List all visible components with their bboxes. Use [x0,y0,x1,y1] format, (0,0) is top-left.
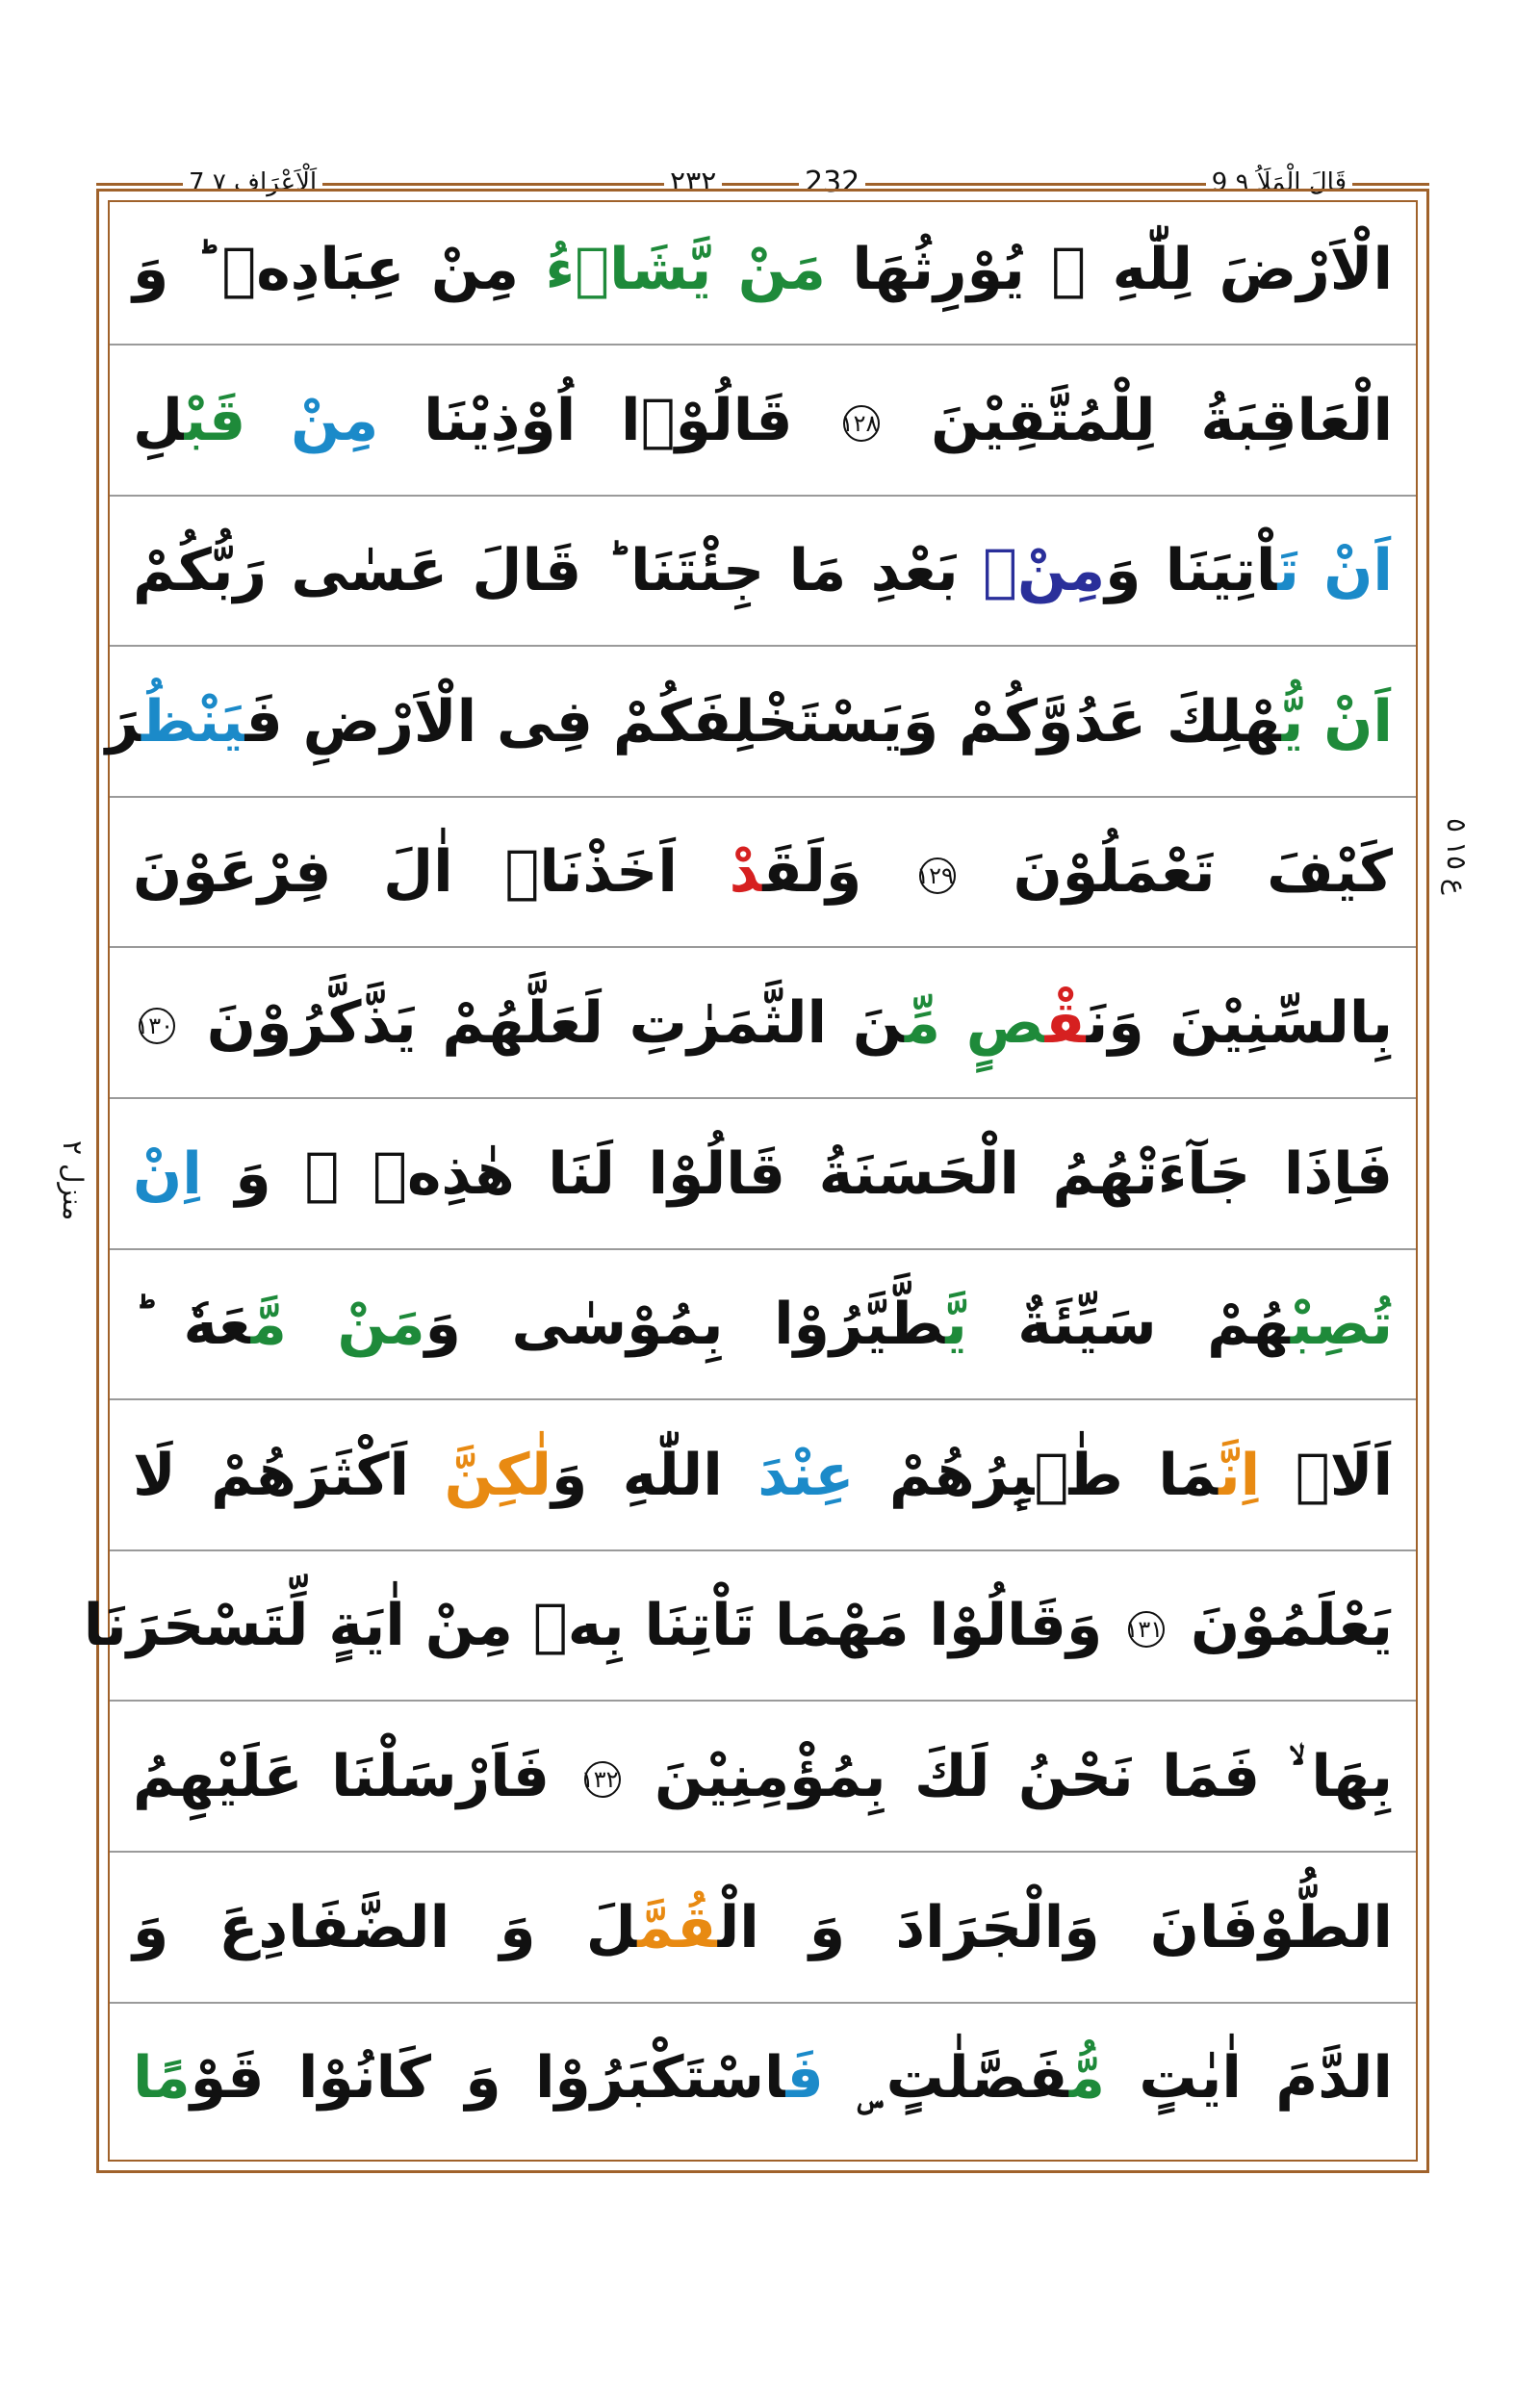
verse-text-segment: عِنْدَ [757,1441,855,1509]
verse-text-segment: بِهَا ۙ فَمَا نَحْنُ لَكَ بِمُؤْمِنِيْنَ [626,1743,1393,1810]
text-line [110,956,1416,1099]
verse-text-segment: مَنْ مَّ [250,1291,425,1359]
verse-text-segment: كَيْفَ تَعْمَلُوْنَ [961,838,1394,907]
verse-text-segment: اِنْ [133,1139,202,1208]
verse-text-segment: نَ الثَّمَرٰتِ لَعَلَّهُمْ يَذَّكَّرُوْنَ [181,989,905,1057]
verse-text-segment: عَهٗ ؕ [133,1291,251,1359]
verse-text-segment: فَاَرْسَلْنَا عَلَيْهِمُ [133,1743,578,1810]
ayah-number-marker: ١٣٠ [139,1008,175,1044]
verse-text-segment: فَ [785,2044,824,2112]
verse-text-segment: هُمْ سَيِّئَةٌ [966,1291,1291,1359]
text-line [83,1558,1416,1702]
text-line [110,1860,1416,2004]
verse-text-segment: لٰكِنَّ [444,1441,552,1509]
verse-text-segment: صٍ مِّ [904,989,1045,1057]
ayah-number-marker: ١٢٨ [843,405,880,442]
verse-text-segment: وَلَقَ [762,838,913,907]
text-line [110,353,1416,497]
verse-text-segment: يَعْلَمُوْنَ [1170,1592,1393,1660]
verse-text-segment: اَكْثَرَهُمْ لَا [133,1441,445,1509]
juz-title: 9 قَالَ الْمَلَاُ ٩ [1206,162,1352,204]
verse-text-segment: يَنْظُ [141,687,245,755]
verse-text-segment: فَاِذَا جَآءَتْهُمُ الْحَسَنَةُ قَالُوْا لَنَا هٰذِهٖ ۚ وَ [201,1139,1393,1208]
surah-title: 7 اَلْاَعْرَاف ٧ [183,162,322,204]
text-line [110,1257,1416,1400]
verse-text-segment: اَخَذْنَاۤ اٰلَ فِرْعَوْنَ [133,838,730,907]
verse-text-segment: قُمَّ [637,1893,718,1961]
text-line [110,1107,1416,1250]
text-line [110,202,1416,346]
verse-text-segment: اَنْ يُّ [1281,687,1393,755]
verse-text-segment: الْعَاقِبَةُ لِلْمُتَّقِيْنَ [886,386,1394,454]
verse-text-segment: قَبْ [184,386,292,454]
manzil-marker: منزل ٢ [57,1140,89,1221]
page-number-arabic: ٢٣٢ [664,162,722,204]
verse-text-segment: مِنْۢ [982,537,1106,605]
verse-text-segment: دْ [729,838,763,907]
verse-text-segment: اللّٰهِ وَ [552,1441,758,1509]
verse-text-segment: قَالُوْۤا اُوْذِيْنَا [378,386,838,454]
ayah-number-marker: ١٣٢ [584,1761,621,1798]
text-line [110,805,1416,948]
verse-text-segment: تُصِبْ [1290,1291,1393,1359]
verse-text-segment: يَّ [945,1291,967,1359]
verse-text-segment: قْ [1044,989,1087,1057]
ayah-number-marker: ١٢٩ [919,858,956,894]
verse-text-segment: مُّ [1068,2044,1106,2112]
verse-text-segment: مَنْ يَّشَاۤءُ [545,236,826,303]
ruku-marker: ع ١٥ ٥ [1441,818,1473,895]
verse-text-segment: اِنَّ [1219,1441,1261,1509]
text-line [110,1709,1416,1853]
verse-text-segment: الطُّوْفَانَ وَالْجَرَادَ وَ الْ [717,1893,1393,1961]
verse-text-segment: وَقَالُوْا مَهْمَا تَاْتِنَا بِهٖ مِنْ اٰيَةٍ لِّتَسْحَرَنَا [83,1592,1123,1660]
text-line [110,503,1416,647]
verse-text-segment: مِنْ عِبَادِهٖ ؕ وَ [133,236,546,303]
verse-text-segment: اْتِيَنَا وَ [1105,537,1278,605]
verse-text-segment: لَ وَ الضَّفَادِعَ وَ [133,1893,638,1961]
verse-text-segment: اَنْ تَ [1277,537,1394,605]
verse-text-segment: فَصَّلٰتٍ ۣ [823,2044,1069,2112]
text-line [110,1408,1416,1551]
verse-text-segment: الْاَرْضَ لِلّٰهِ ۗ يُوْرِثُهَا [825,236,1394,303]
ayah-number-marker: ١٣١ [1128,1611,1165,1648]
text-line [105,654,1416,798]
verse-text-segment: هْلِكَ عَدُوَّكُمْ وَيَسْتَخْلِفَكُمْ فِى الْاَرْضِ فَ [244,687,1282,755]
verse-text-segment: اسْتَكْبَرُوْا وَ كَانُوْا قَوْ [190,2044,786,2112]
verse-text-segment: لِ [133,386,185,454]
page-number: 232 [799,162,865,204]
verse-text-segment: بَعْدِ مَا جِئْتَنَا ؕ قَالَ عَسٰى رَبُّكُمْ [133,537,983,605]
verse-text-segment: الدَّمَ اٰيٰتٍ [1105,2044,1393,2112]
text-block [83,200,1418,2162]
text-line [110,2010,1416,2154]
verse-text-segment: طَّيَّرُوْا بِمُوْسٰى وَ [424,1291,946,1359]
verse-text-segment: مِنْ [291,386,379,454]
verse-text-segment: مًا [133,2044,191,2112]
verse-text-segment: رَ [105,687,142,755]
verse-text-segment: اَلَاۤ [1260,1441,1394,1509]
verse-text-segment: مَا طٰۤىِٕرُهُمْ [854,1441,1219,1509]
verse-text-segment: بِالسِّنِيْنَ وَنَ [1086,989,1393,1057]
